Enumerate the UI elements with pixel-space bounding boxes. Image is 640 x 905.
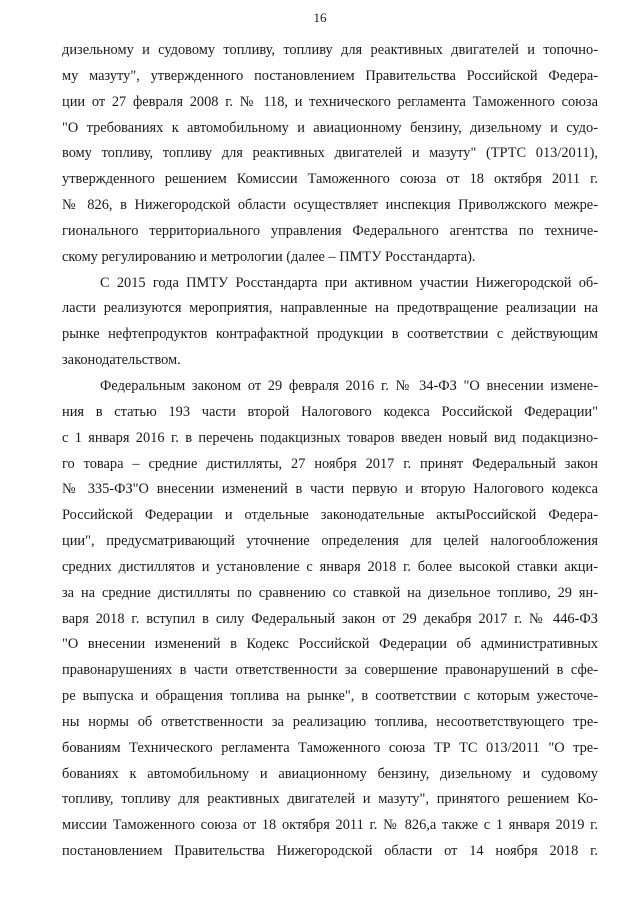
text-line: ции от 27 февраля 2008 г. № 118, и технического регламента Таможенного союза	[62, 93, 598, 110]
text-line: миссии Таможенного союза от 18 октября 2011 г. № 826,а также с 1 января 2019 г.	[62, 817, 598, 834]
text-line: вому топливу, топливу для реактивных двигателей и мазуту" (ТРТС 013/2011),	[62, 145, 598, 162]
text-line: за на средние дистилляты по сравнению со ставкой на дизельное топливо, 29 ян-	[62, 584, 598, 601]
page-number: 16	[313, 10, 327, 25]
text-line: дизельному и судовому топливу, топливу для реактивных двигателей и топочно-	[62, 42, 598, 58]
text-line: гионального территориального управления Федерального агентства по техниче-	[62, 222, 598, 239]
text-line: постановлением Правительства Нижегородской области от 14 ноября 2018 г.	[62, 843, 598, 860]
text-line: бованиям Технического регламента Таможенного союза ТР ТС 013/2011 "О тре-	[62, 739, 598, 756]
text-line: правонарушениях в части ответственности за совершение правонарушений в сфе-	[62, 662, 598, 679]
text-line: ции", предусматривающий уточнение определения для целей налогообложения	[62, 533, 598, 550]
text-line: му мазуту", утвержденного постановлением Правительства Российской Федера-	[62, 67, 598, 84]
text-line: варя 2018 г. вступил в силу Федеральный закон от 29 декабря 2017 г. № 446-ФЗ	[62, 610, 598, 627]
text-line: ны нормы об ответственности за реализацию топлива, несоответствующего тре-	[62, 713, 598, 730]
text-line: топливу, топливу для реактивных двигателей и мазуту", принятого решением Ко-	[62, 791, 598, 808]
text-line: ласти реализуются мероприятия, направленные на предотвращение реализации на	[62, 300, 598, 317]
text-line: Российской Федерации и отдельные законодательные актыРоссийской Федера-	[62, 507, 598, 524]
text-line: С 2015 года ПМТУ Росстандарта при активном участии Нижегородской об-	[100, 274, 598, 291]
text-line: "О требованиях к автомобильному и авиационному бензину, дизельному и судо-	[62, 119, 598, 136]
text-line: законодательством.	[62, 352, 181, 369]
text-line: скому регулированию и метрологии (далее – ПМТУ Росстандарта).	[62, 248, 476, 265]
text-line: рынке нефтепродуктов контрафактной продукции в соответствии с действующим	[62, 326, 598, 343]
text-line: ре выпуска и обращения топлива на рынке", в соответствии с которым ужесточе-	[62, 688, 598, 705]
paragraph-3	[62, 374, 598, 865]
text-line: го товара – средние дистилляты, 27 ноября 2017 г. принят Федеральный закон	[62, 455, 598, 472]
text-line: "О внесении изменений в Кодекс Российской Федерации об административных	[62, 636, 598, 653]
text-line: Федеральным законом от 29 февраля 2016 г. № 34-ФЗ "О внесении измене-	[100, 377, 598, 394]
text-line: № 826, в Нижегородской области осуществляет инспекция Приволжского межре-	[62, 197, 598, 214]
text-line: утвержденного решением Комиссии Таможенного союза от 18 октября 2011 г.	[62, 171, 598, 188]
text-line: ния в статью 193 части второй Налогового кодекса Российской Федерации"	[62, 403, 598, 420]
document-body	[62, 38, 598, 865]
paragraph-1	[62, 38, 598, 271]
text-line: средних дистиллятов и установление с января 2018 г. более высокой ставки акци-	[62, 558, 598, 575]
text-line: № 335-ФЗ"О внесении изменений в части первую и вторую Налогового кодекса	[62, 481, 598, 498]
text-line: с 1 января 2016 г. в перечень подакцизных товаров введен новый вид подакцизно-	[62, 429, 598, 446]
paragraph-2	[62, 271, 598, 374]
text-line: бованиях к автомобильному и авиационному бензину, дизельному и судовому	[62, 765, 598, 782]
